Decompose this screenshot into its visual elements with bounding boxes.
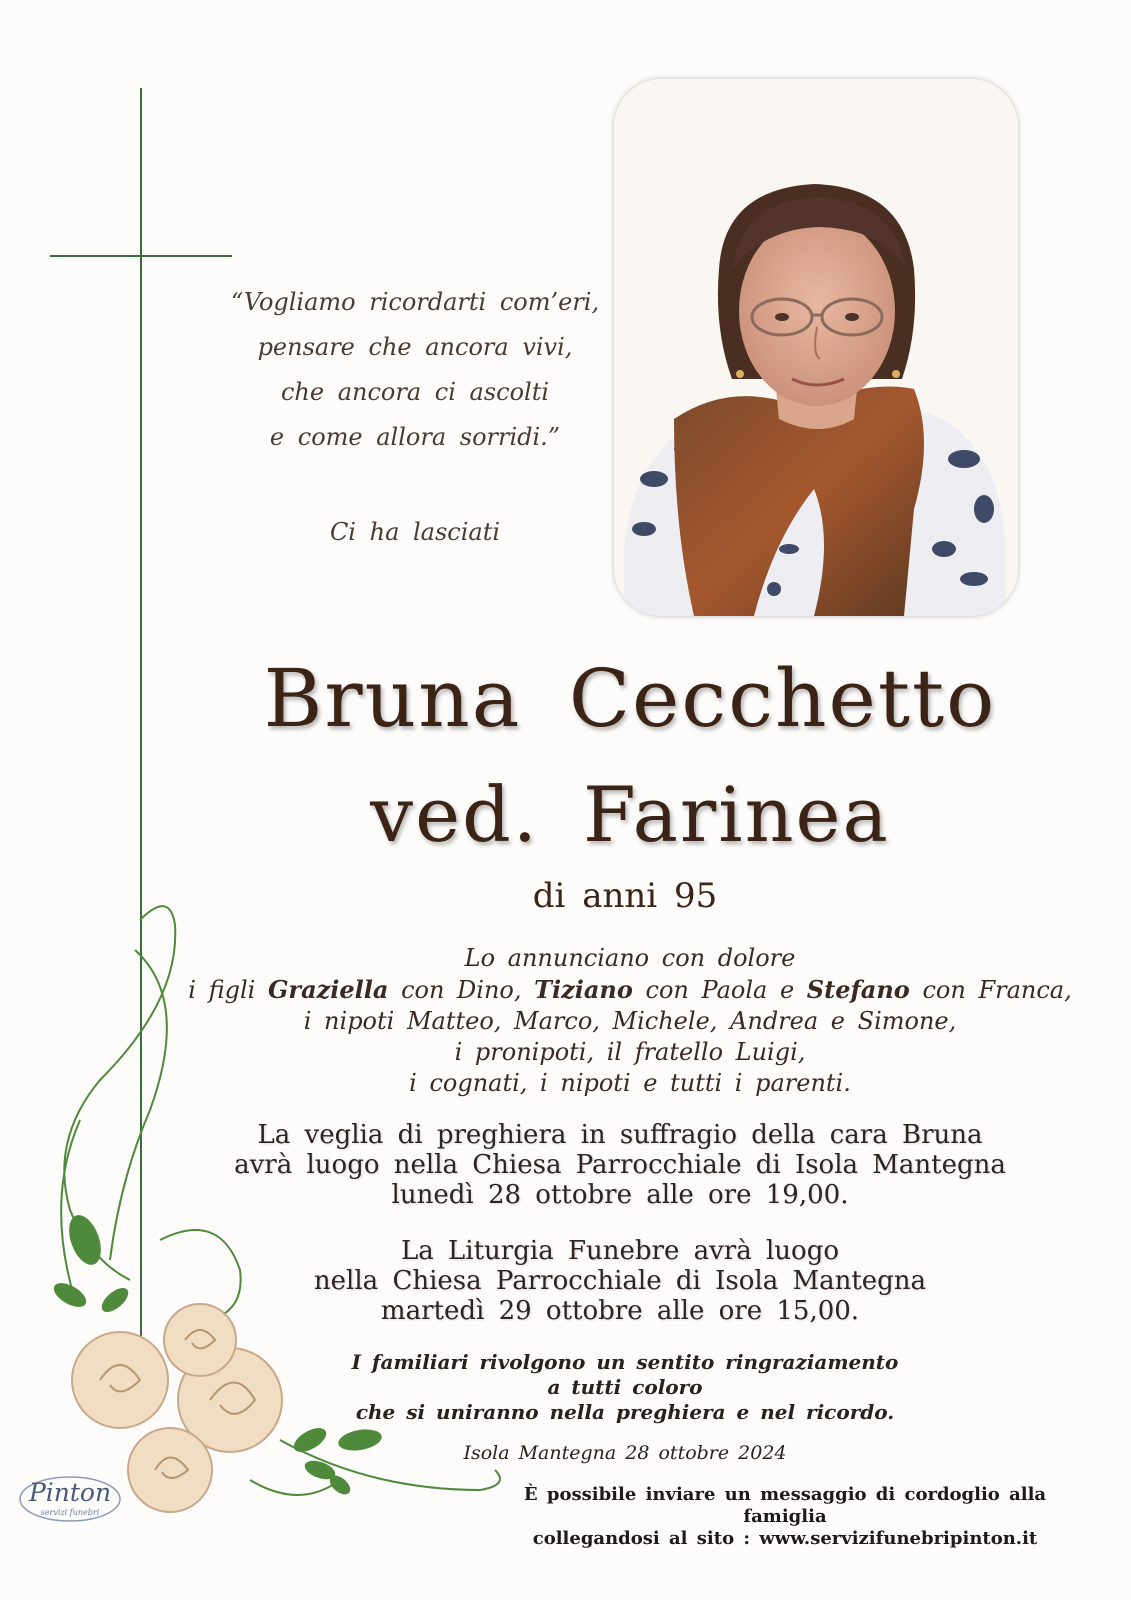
condolence-contact: [480, 1484, 1090, 1550]
child-name: Tiziano: [534, 975, 633, 1004]
child-name: Graziella: [267, 975, 389, 1004]
thanks-line: I familiari rivolgono un sentito ringraziamento: [351, 1350, 899, 1374]
child-name: Stefano: [806, 975, 910, 1004]
announcement-line: i pronipoti, il fratello Luigi,: [454, 1038, 806, 1066]
announcement-text: con Dino,: [401, 976, 522, 1004]
deceased-name: Bruna Cecchetto: [263, 652, 997, 745]
passed-away-text: Ci ha lasciati: [329, 518, 501, 546]
quote-line: pensare che ancora vivi,: [257, 333, 573, 361]
deceased-married-name: ved. Farinea: [370, 770, 890, 859]
quote-line: che ancora ci ascolti: [280, 378, 550, 406]
logo-name: Pinton: [28, 1478, 112, 1507]
contact-website-line[interactable]: collegandosi al sito : www.servizifunebripinton.it: [532, 1528, 1038, 1549]
funeral-line: nella Chiesa Parrocchiale di Isola Mantegna: [313, 1266, 927, 1296]
quote-line: “Vogliamo ricordarti com’eri,: [230, 288, 600, 316]
cross-horizontal-bar: [50, 255, 232, 257]
announcement-line: i nipoti Matteo, Marco, Michele, Andrea e Simone,: [303, 1007, 957, 1035]
announcement-line: Lo annunciano con dolore: [464, 944, 796, 972]
memorial-quote: [230, 280, 600, 460]
place-and-date: Isola Mantegna 28 ottobre 2024: [463, 1442, 787, 1464]
announcement-text: con Franca,: [922, 976, 1072, 1004]
deceased-age: di anni 95: [532, 876, 718, 916]
thanks-line: a tutti coloro: [547, 1375, 703, 1399]
announcement-text: con Paola e: [645, 976, 795, 1004]
announcement-text: i figli: [188, 976, 256, 1004]
logo-subtitle: servizi funebri: [40, 1508, 100, 1517]
portrait-photo: [614, 79, 1018, 616]
rose-decoration-icon: [40, 880, 520, 1540]
vigil-line: La veglia di preghiera in suffragio della cara Bruna: [257, 1120, 983, 1150]
contact-line: È possibile inviare un messaggio di cordoglio alla famiglia: [523, 1484, 1047, 1527]
funeral-line: martedì 29 ottobre alle ore 15,00.: [380, 1296, 860, 1326]
vigil-line: avrà luogo nella Chiesa Parrocchiale di Isola Mantegna: [234, 1150, 1006, 1180]
funeral-line: La Liturgia Funebre avrà luogo: [401, 1236, 839, 1266]
vigil-line: lunedì 28 ottobre alle ore 19,00.: [391, 1180, 849, 1210]
announcement-line: i cognati, i nipoti e tutti i parenti.: [409, 1069, 851, 1097]
thanks-line: che si uniranno nella preghiera e nel ricordo.: [355, 1400, 895, 1424]
quote-line: e come allora sorridi.”: [269, 423, 561, 451]
